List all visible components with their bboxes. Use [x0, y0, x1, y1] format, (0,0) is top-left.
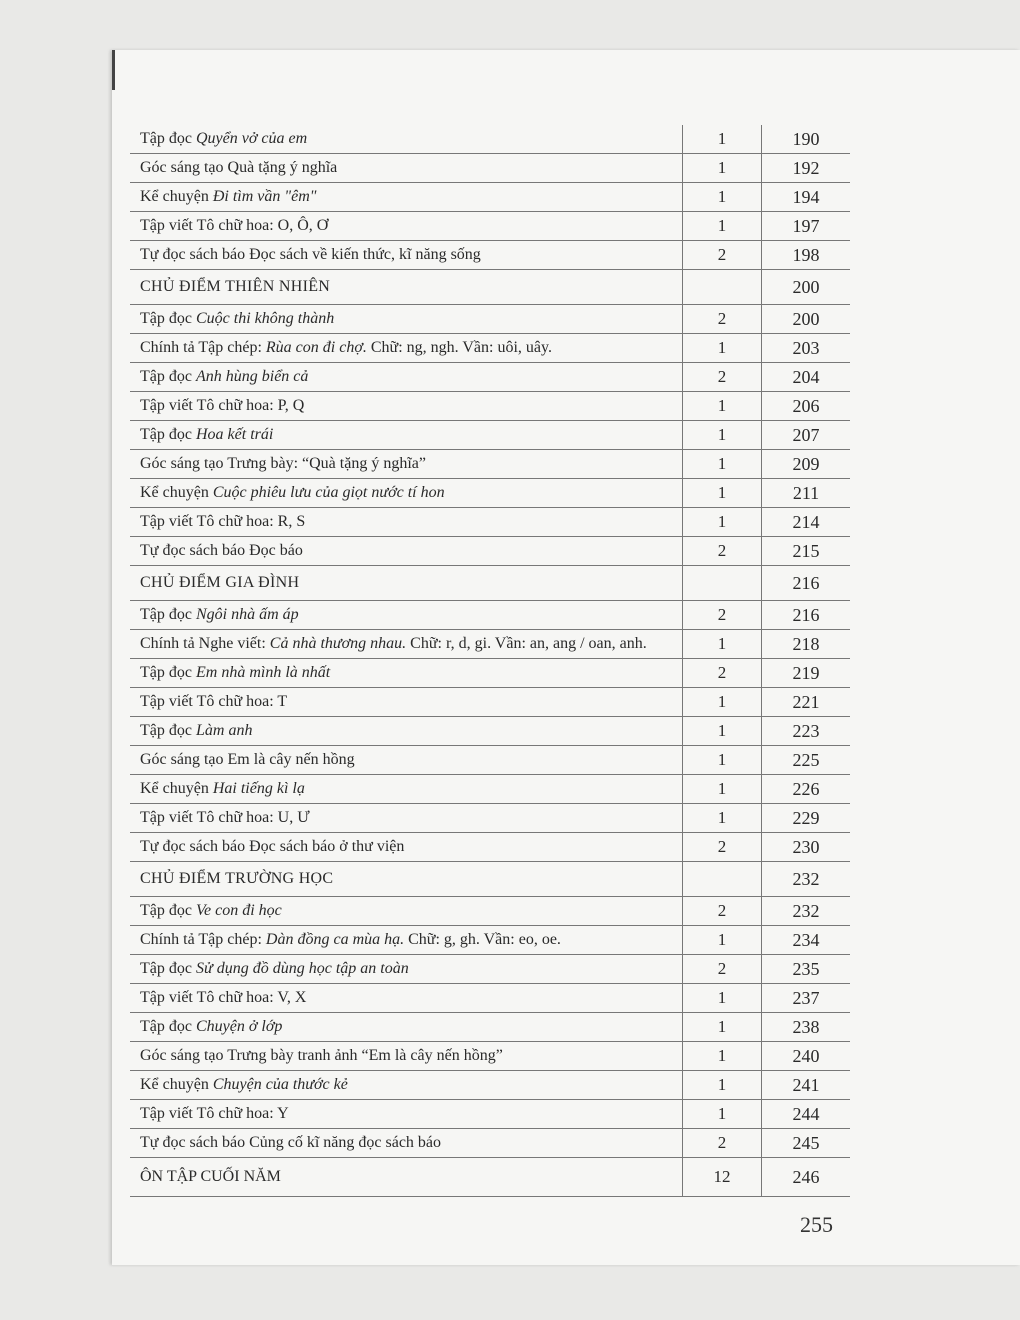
toc-entry-detail: Chữ: g, gh. Vần: eo, oe.: [404, 931, 561, 948]
toc-row: [130, 363, 850, 392]
toc-period-count: 1: [683, 688, 762, 717]
toc-entry-type: Tập viết: [140, 989, 197, 1006]
toc-row: [130, 804, 850, 833]
toc-period-count: 1: [683, 1071, 762, 1100]
toc-page-number: 221: [762, 688, 851, 717]
toc-entry-name: Cả nhà thương nhau.: [269, 635, 407, 652]
toc-entry-type: Tập viết: [140, 1105, 197, 1122]
toc-period-count: 1: [683, 1100, 762, 1129]
toc-entry-title: [130, 508, 683, 537]
toc-entry-name: Cuộc phiêu lưu của giọt nước tí hon: [212, 484, 445, 501]
toc-entry-title: [130, 421, 683, 450]
toc-entry-name: Đọc báo: [249, 542, 303, 559]
toc-row: [130, 212, 850, 241]
toc-entry-type: Kể chuyện: [140, 1076, 213, 1093]
toc-page-number: 207: [762, 421, 851, 450]
toc-page-number: 238: [762, 1013, 851, 1042]
toc-entry-type: Chính tả Tập chép:: [140, 339, 266, 356]
toc-period-count: [683, 862, 762, 897]
toc-period-count: 1: [683, 479, 762, 508]
toc-row: [130, 421, 850, 450]
toc-row: [130, 984, 850, 1013]
toc-entry-title: [130, 1100, 683, 1129]
toc-row: [130, 125, 850, 154]
toc-row: [130, 897, 850, 926]
toc-entry-type: Tập đọc: [140, 902, 196, 919]
toc-page-number: 232: [762, 862, 851, 897]
toc-entry-title: [130, 984, 683, 1013]
toc-entry-type: Chính tả Tập chép:: [140, 931, 266, 948]
toc-entry-type: Góc sáng tạo: [140, 455, 228, 472]
toc-page-number: 219: [762, 659, 851, 688]
toc-entry-name: Đi tìm vần "êm": [212, 188, 317, 205]
toc-entry-type: Tập đọc: [140, 722, 196, 739]
toc-entry-name: Hai tiếng kì lạ: [212, 780, 305, 797]
toc-section-row: [130, 270, 850, 305]
toc-entry-type: Tập đọc: [140, 130, 196, 147]
toc-entry-name: Tô chữ hoa: Y: [196, 1105, 289, 1122]
toc-row: [130, 241, 850, 270]
toc-period-count: 2: [683, 897, 762, 926]
toc-entry-detail: Chữ: ng, ngh. Vần: uôi, uây.: [366, 339, 552, 356]
toc-page-number: 230: [762, 833, 851, 862]
toc-period-count: 1: [683, 450, 762, 479]
toc-entry-name: Ngôi nhà ấm áp: [195, 606, 299, 623]
toc-entry-name: ÔN TẬP CUỐI NĂM: [140, 1168, 281, 1185]
toc-entry-title: [130, 1013, 683, 1042]
toc-page-number: 232: [762, 897, 851, 926]
toc-page-number: 200: [762, 305, 851, 334]
toc-row: [130, 688, 850, 717]
toc-page-number: 244: [762, 1100, 851, 1129]
toc-page-number: 223: [762, 717, 851, 746]
toc-entry-type: Tập viết: [140, 809, 197, 826]
toc-entry-title: [130, 537, 683, 566]
toc-page-number: 200: [762, 270, 851, 305]
toc-entry-title: [130, 212, 683, 241]
toc-page-number: 194: [762, 183, 851, 212]
toc-entry-name: CHỦ ĐIỂM THIÊN NHIÊN: [140, 278, 331, 295]
page-number: 255: [800, 1212, 833, 1237]
toc-entry-title: [130, 479, 683, 508]
toc-entry-name: Tô chữ hoa: R, S: [196, 513, 306, 530]
toc-page-number: 190: [762, 125, 851, 154]
toc-page-number: 246: [762, 1158, 851, 1197]
toc-entry-type: Tập đọc: [140, 368, 196, 385]
toc-period-count: 2: [683, 601, 762, 630]
toc-entry-name: Củng cố kĩ năng đọc sách báo: [249, 1134, 442, 1151]
toc-entry-title: [130, 154, 683, 183]
toc-page-number: 234: [762, 926, 851, 955]
toc-entry-name: CHỦ ĐIỂM TRƯỜNG HỌC: [140, 870, 334, 887]
toc-entry-type: Kể chuyện: [140, 484, 213, 501]
toc-period-count: 2: [683, 305, 762, 334]
toc-entry-type: Tập đọc: [140, 1018, 196, 1035]
toc-period-count: 1: [683, 775, 762, 804]
toc-entry-name: Sử dụng đồ dùng học tập an toàn: [195, 960, 409, 977]
toc-entry-title: [130, 125, 683, 154]
toc-row: [130, 630, 850, 659]
toc-page-number: 204: [762, 363, 851, 392]
toc-entry-name: Làm anh: [195, 722, 253, 739]
toc-entry-type: Tự đọc sách báo: [140, 1134, 250, 1151]
toc-entry-name: Ve con đi học: [195, 902, 282, 919]
toc-entry-type: Tập đọc: [140, 606, 196, 623]
toc-row: [130, 833, 850, 862]
toc-period-count: 1: [683, 984, 762, 1013]
toc-entry-name: Tô chữ hoa: V, X: [196, 989, 307, 1006]
toc-period-count: 1: [683, 392, 762, 421]
toc-period-count: [683, 270, 762, 305]
toc-row: [130, 955, 850, 984]
toc-period-count: 2: [683, 955, 762, 984]
toc-entry-title: [130, 775, 683, 804]
toc-row: [130, 926, 850, 955]
toc-entry-name: Dàn đồng ca mùa hạ.: [265, 931, 405, 948]
toc-page-number: 209: [762, 450, 851, 479]
toc-period-count: 1: [683, 746, 762, 775]
toc-entry-title: [130, 1129, 683, 1158]
toc-period-count: 1: [683, 212, 762, 241]
toc-entry-detail: Chữ: r, d, gi. Vần: an, ang / oan, anh.: [406, 635, 647, 652]
toc-entry-title: [130, 862, 683, 897]
toc-entry-name: Chuyện của thước kẻ: [212, 1076, 348, 1093]
toc-entry-type: Tập đọc: [140, 310, 196, 327]
toc-entry-name: Hoa kết trái: [195, 426, 274, 443]
toc-period-count: 2: [683, 241, 762, 270]
toc-entry-type: Tập đọc: [140, 960, 196, 977]
toc-row: [130, 154, 850, 183]
toc-entry-name: Em là cây nến hồng: [227, 751, 355, 768]
toc-entry-title: [130, 566, 683, 601]
toc-entry-title: [130, 392, 683, 421]
toc-entry-type: Tập đọc: [140, 426, 196, 443]
toc-entry-title: [130, 746, 683, 775]
toc-entry-type: Kể chuyện: [140, 780, 213, 797]
toc-entry-name: Chuyện ở lớp: [195, 1018, 283, 1035]
toc-row: [130, 1042, 850, 1071]
toc-entry-title: [130, 270, 683, 305]
toc-entry-title: [130, 630, 683, 659]
toc-row: [130, 479, 850, 508]
toc-row: [130, 183, 850, 212]
toc-entry-title: [130, 363, 683, 392]
toc-entry-title: [130, 926, 683, 955]
toc-page-number: 206: [762, 392, 851, 421]
toc-row: [130, 450, 850, 479]
toc-entry-type: Tự đọc sách báo: [140, 838, 250, 855]
toc-entry-name: Anh hùng biển cả: [195, 368, 309, 385]
toc-entry-type: Tự đọc sách báo: [140, 542, 250, 559]
toc-entry-title: [130, 659, 683, 688]
toc-row: [130, 334, 850, 363]
toc-period-count: 1: [683, 421, 762, 450]
toc-body: [130, 125, 850, 1197]
toc-period-count: 1: [683, 183, 762, 212]
toc-period-count: 2: [683, 363, 762, 392]
toc-page-number: 216: [762, 601, 851, 630]
toc-entry-type: Kể chuyện: [140, 188, 213, 205]
toc-entry-title: [130, 305, 683, 334]
toc-row: [130, 659, 850, 688]
toc-period-count: 1: [683, 508, 762, 537]
toc-row: [130, 1013, 850, 1042]
toc-entry-name: Tô chữ hoa: O, Ô, Ơ: [196, 217, 329, 234]
toc-period-count: 2: [683, 537, 762, 566]
toc-page-number: 192: [762, 154, 851, 183]
toc-page-number: 229: [762, 804, 851, 833]
toc-period-count: 12: [683, 1158, 762, 1197]
toc-entry-name: Trưng bày: “Quà tặng ý nghĩa”: [227, 455, 426, 472]
toc-entry-name: Cuộc thi không thành: [195, 310, 335, 327]
toc-entry-name: Em nhà mình là nhất: [195, 664, 331, 681]
toc-page-number: 240: [762, 1042, 851, 1071]
toc-row: [130, 1071, 850, 1100]
toc-entry-name: Rùa con đi chợ.: [265, 339, 367, 356]
toc-entry-title: [130, 804, 683, 833]
toc-period-count: 1: [683, 1013, 762, 1042]
toc-row: [130, 717, 850, 746]
toc-page-number: 198: [762, 241, 851, 270]
toc-entry-type: Chính tả Nghe viết:: [140, 635, 270, 652]
toc-entry-name: Tô chữ hoa: P, Q: [196, 397, 305, 414]
toc-page-number: 216: [762, 566, 851, 601]
toc-entry-name: Đọc sách báo ở thư viện: [249, 838, 405, 855]
toc-period-count: 1: [683, 926, 762, 955]
toc-row: [130, 508, 850, 537]
toc-period-count: 2: [683, 1129, 762, 1158]
toc-page-number: 241: [762, 1071, 851, 1100]
toc-page-number: 235: [762, 955, 851, 984]
toc-entry-title: [130, 897, 683, 926]
toc-row: [130, 392, 850, 421]
toc-entry-type: Tập đọc: [140, 664, 196, 681]
toc-entry-name: Tô chữ hoa: T: [196, 693, 288, 710]
toc-entry-name: CHỦ ĐIỂM GIA ĐÌNH: [140, 574, 300, 591]
toc-entry-type: Tập viết: [140, 397, 197, 414]
toc-entry-title: [130, 1158, 683, 1197]
toc-entry-name: Tô chữ hoa: U, Ư: [196, 809, 310, 826]
toc-row: [130, 1100, 850, 1129]
toc-entry-type: Tự đọc sách báo: [140, 246, 250, 263]
toc-row: [130, 601, 850, 630]
toc-entry-title: [130, 601, 683, 630]
toc-period-count: [683, 566, 762, 601]
toc-entry-name: Quyển vở của em: [195, 130, 308, 147]
toc-entry-title: [130, 717, 683, 746]
toc-page-number: 245: [762, 1129, 851, 1158]
toc-period-count: 1: [683, 334, 762, 363]
toc-page-number: 226: [762, 775, 851, 804]
table-of-contents: [130, 125, 850, 1197]
toc-page-number: 225: [762, 746, 851, 775]
toc-entry-type: Góc sáng tạo: [140, 751, 228, 768]
toc-page-number: 237: [762, 984, 851, 1013]
toc-row: [130, 775, 850, 804]
toc-page-number: 215: [762, 537, 851, 566]
toc-page-number: 197: [762, 212, 851, 241]
toc-period-count: 1: [683, 154, 762, 183]
toc-entry-title: [130, 1071, 683, 1100]
toc-entry-name: Trưng bày tranh ảnh “Em là cây nến hồng”: [227, 1047, 503, 1064]
toc-entry-title: [130, 183, 683, 212]
toc-entry-name: Quà tặng ý nghĩa: [227, 159, 338, 176]
toc-period-count: 1: [683, 804, 762, 833]
toc-entry-title: [130, 241, 683, 270]
toc-page-number: 218: [762, 630, 851, 659]
toc-entry-title: [130, 1042, 683, 1071]
toc-entry-type: Góc sáng tạo: [140, 1047, 228, 1064]
toc-page-number: 214: [762, 508, 851, 537]
toc-entry-type: Tập viết: [140, 217, 197, 234]
toc-row: [130, 1129, 850, 1158]
toc-period-count: 1: [683, 1042, 762, 1071]
toc-section-row: [130, 862, 850, 897]
toc-page-number: 211: [762, 479, 851, 508]
toc-page-number: 203: [762, 334, 851, 363]
toc-entry-type: Góc sáng tạo: [140, 159, 228, 176]
toc-entry-name: Đọc sách về kiến thức, kĩ năng sống: [249, 246, 481, 263]
toc-row: [130, 746, 850, 775]
toc-entry-title: [130, 450, 683, 479]
toc-entry-title: [130, 688, 683, 717]
toc-section-row: [130, 566, 850, 601]
toc-entry-type: Tập viết: [140, 693, 197, 710]
toc-entry-title: [130, 334, 683, 363]
toc-period-count: 2: [683, 833, 762, 862]
toc-entry-title: [130, 833, 683, 862]
toc-entry-type: Tập viết: [140, 513, 197, 530]
toc-period-count: 1: [683, 125, 762, 154]
toc-period-count: 1: [683, 717, 762, 746]
toc-entry-title: [130, 955, 683, 984]
toc-final-row: [130, 1158, 850, 1197]
toc-row: [130, 537, 850, 566]
toc-period-count: 2: [683, 659, 762, 688]
toc-row: [130, 305, 850, 334]
toc-period-count: 1: [683, 630, 762, 659]
